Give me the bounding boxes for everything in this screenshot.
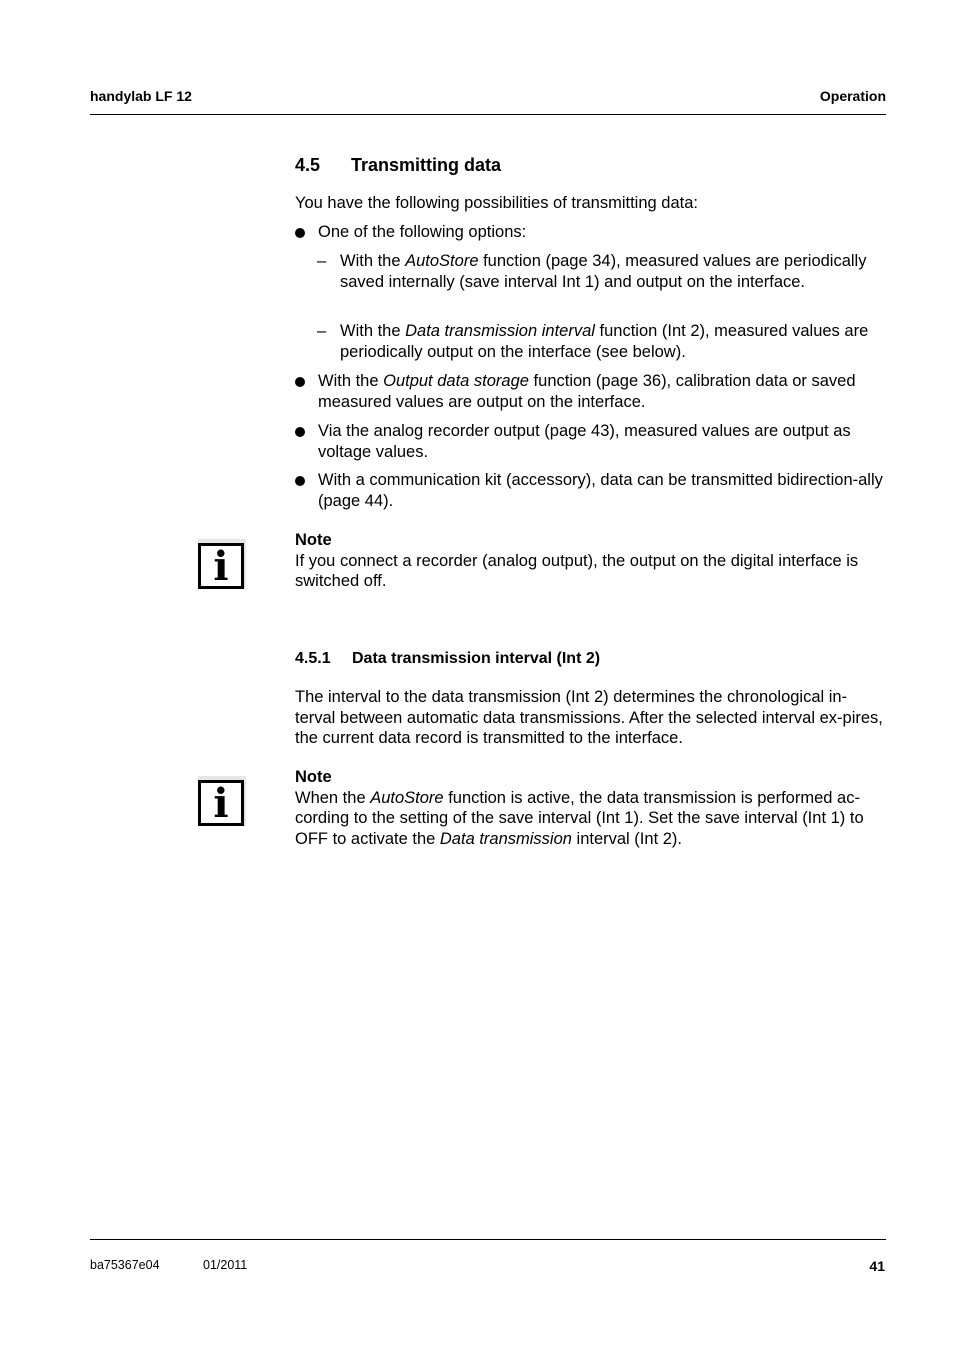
function-name: AutoStore [405, 252, 479, 270]
footer-date: 01/2011 [203, 1258, 248, 1272]
section-intro: You have the following possibilities of transmitting data: [295, 194, 698, 212]
list-item-text: One of the following options: [318, 223, 527, 241]
bullet-icon [295, 476, 305, 486]
subsection-paragraph: The interval to the data transmission (Int 2) determines the chronological in-terval between automatic data transmissions. After the selected interval ex-pires, the current data record is transmitted to the interface. [295, 688, 883, 748]
function-name: Data transmission interval [405, 322, 595, 340]
sub-list-item-text: With the Data transmission interval function (Int 2), measured values are periodically output on the interface (see below). [340, 322, 869, 361]
list-item-text: With the Output data storage function (page 36), calibration data or saved measured values are output on the interface. [318, 372, 856, 411]
running-header-title: handylab LF 12 [90, 88, 192, 104]
bullet-icon [295, 427, 305, 437]
running-header-section: Operation [819, 88, 886, 104]
note-text: If you connect a recorder (analog output), the output on the digital interface is switched off. [295, 551, 859, 591]
section-title: Transmitting data [351, 155, 502, 175]
note [295, 767, 887, 850]
footer-rule [90, 1239, 886, 1240]
function-name: Data transmission [439, 830, 572, 849]
info-icon: i [194, 772, 246, 826]
dash-icon: – [317, 322, 327, 340]
footer-doc-id: ba75367e04 [90, 1258, 160, 1272]
subsection-number: 4.5.1 [295, 650, 331, 667]
note-title: Note [295, 531, 332, 549]
page-number: 41 [869, 1258, 885, 1274]
list-item-text: With a communication kit (accessory), data can be transmitted bidirection-ally (page 44). [318, 471, 883, 510]
list-item-text: Via the analog recorder output (page 43), measured values are output as voltage values. [318, 422, 851, 461]
note [295, 530, 887, 592]
function-name: Output data storage [383, 372, 529, 390]
subsection-title: Data transmission interval (Int 2) [352, 650, 601, 667]
section-number: 4.5 [295, 155, 321, 175]
dash-icon: – [317, 252, 327, 270]
header-rule [90, 114, 886, 115]
bullet-icon [295, 377, 305, 387]
bullet-icon [295, 228, 305, 238]
sub-list-item-text: With the AutoStore function (page 34), measured values are periodically saved internally (save interval Int 1) and output on the interface. [340, 252, 867, 291]
function-name: AutoStore [370, 788, 444, 807]
note-title: Note [295, 768, 332, 786]
info-icon: i [194, 535, 246, 589]
note-text: When the AutoStore function is active, the data transmission is performed ac-cording to the setting of the save interval (Int 1). Set the save interval (Int 1) to OFF to activate the Data transmission interval (Int 2). [295, 788, 864, 849]
subsection-heading [295, 650, 600, 668]
section-heading [295, 155, 501, 176]
